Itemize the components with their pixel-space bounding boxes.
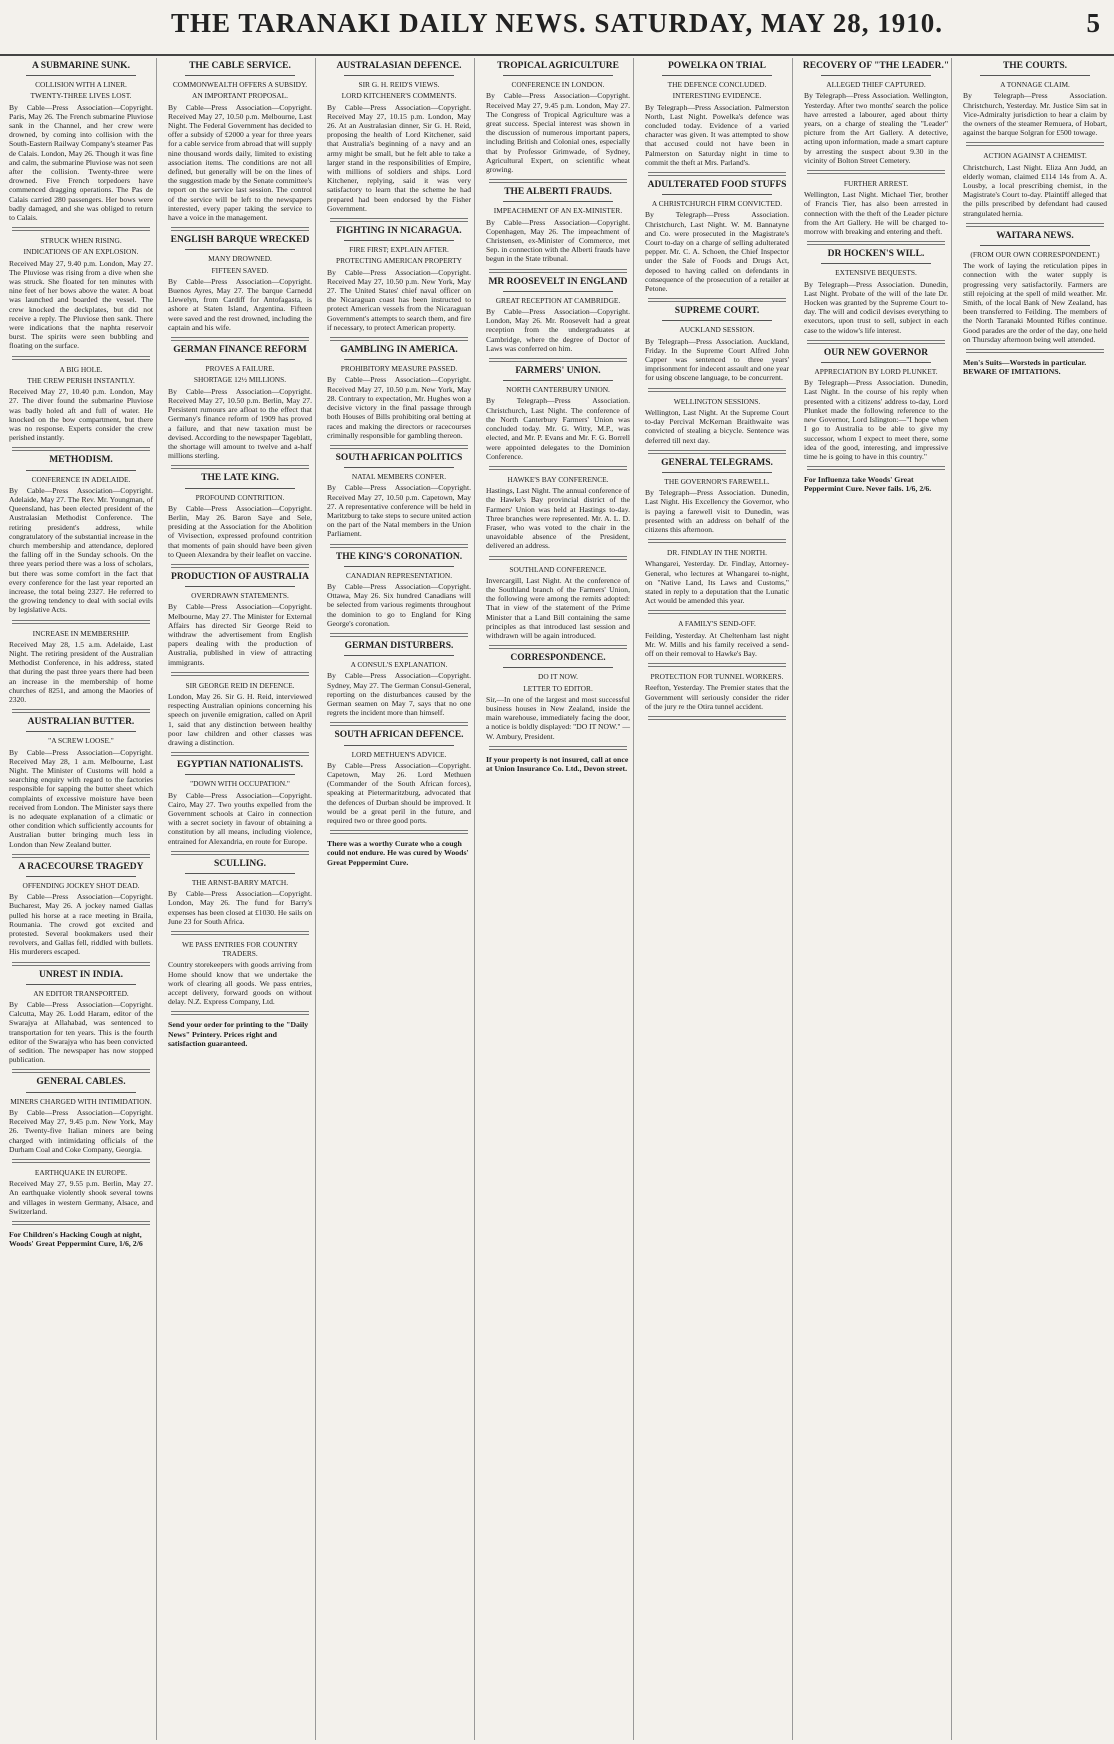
article-headline: GERMAN FINANCE REFORM	[173, 345, 307, 356]
article-divider	[648, 450, 786, 454]
article-subheading: MANY DROWNED.	[208, 254, 272, 264]
article-subheading: LETTER TO EDITOR.	[523, 683, 593, 693]
article-body: Reefton, Yesterday. The Premier states that the Government will seriously consider the rider of the jury re the Otira tunnel accident.	[645, 683, 789, 711]
headline-rule	[26, 75, 136, 76]
article-headline: A SUBMARINE SUNK.	[32, 61, 130, 71]
article-divider	[648, 539, 786, 543]
article-subheading: INDICATIONS OF AN EXPLOSION.	[23, 247, 139, 257]
headline-rule	[26, 731, 136, 732]
advertisement-text: For Children's Hacking Cough at night, Woods' Great Peppermint Cure, 1/6, 2/6	[9, 1229, 143, 1249]
article-subheading: LORD KITCHENER'S COMMENTS.	[341, 91, 457, 101]
column-7	[960, 58, 1110, 1740]
article-body: By Telegraph—Press Association. Wellington, Yesterday. After two months' search the police have arrested a labourer, aged about thirty years, on a charge of stealing the "Leader" picture from the Art Gallery. A detective, acting upon information, made a smart capture by arresting the suspect about 9.30 in the vicinity of Bolton Street Cemetery.	[804, 91, 948, 165]
article-divider	[330, 544, 468, 548]
article-subheading: PROHIBITORY MEASURE PASSED.	[340, 364, 458, 374]
article-divider	[489, 746, 627, 750]
article-headline: SUPREME COURT.	[674, 306, 760, 317]
article-divider	[489, 269, 627, 273]
article-divider	[648, 663, 786, 667]
article-headline: ADULTERATED FOOD STUFFS	[647, 180, 787, 191]
article-body: By Telegraph—Press Association. Dunedin, Last Night. Probate of the will of the late Dr. Hocken was granted by the Supreme Court to-day. The will and codicil devises everything to executors, upon trust to sell, subject in each case to the widow's life interest.	[804, 279, 948, 335]
article-body: London, May 26. Sir G. H. Reid, interviewed respecting Australian opinions concerning his speech on juvenile emigration, called on April 1, said that any distinction between healthy poor law children and other classes was drawing a distinction.	[168, 691, 312, 747]
article-divider	[12, 227, 150, 231]
article-body: By Cable—Press Association—Copyright. Berlin, May 26. Baron Saye and Sele, presiding at the Association for the Abolition of Vivisection, expressed profound contrition that moments of pain should have been given to Queen Alexandra by their leaflet on vaccine.	[168, 503, 312, 559]
article-body: By Cable—Press Association—Copyright. London, May 26. The fund for Barry's expenses has been closed at £1030. He sails on June 23 for South Africa.	[168, 889, 312, 926]
article-headline: A RACECOURSE TRAGEDY	[18, 861, 144, 872]
article-divider	[648, 388, 786, 392]
article-divider	[330, 722, 468, 726]
article-body: Whangarei, Yesterday. Dr. Findlay, Attorney-General, who lectures at Whangarei to-night, on "Native Land, Its Laws and Customs," stated in reply to a deputation that the Lunatic Act would be amended this year.	[645, 559, 789, 606]
article-body: By Cable—Press Association—Copyright. Calcutta, May 26. Lodd Haram, editor of the Swarajya at Allahabad, was sentenced to transportation for ten years. This is the fourth editor of the Swarajya who has been convicted of sedition. The newspaper has now stopped publication.	[9, 1000, 153, 1065]
article-body: By Telegraph—Press Association. Auckland, Friday. In the Supreme Court Alfred John Capper was sentenced to three years' imprisonment for indecent assault and one year for using obscene language, to be concurrent.	[645, 336, 789, 383]
article-subheading: LORD METHUEN'S ADVICE.	[351, 749, 447, 759]
article-body: Received May 27, 10.40 p.m. London, May 27. The diver found the submarine Pluviose was badly holed aft and full of water. He knocked on the bow compartment, but there was no response. Experts consider the crew perished instantly.	[9, 387, 153, 443]
article-divider	[12, 854, 150, 858]
article-divider	[330, 218, 468, 222]
article-divider	[171, 1011, 309, 1015]
article-divider	[489, 556, 627, 560]
article-body: By Telegraph—Press Association. Christchurch, Last Night. The conference of the North Canterbury Farmers' Union was concluded today. Mr. G. Witty, M.P., was elected, and Mr. P. Evans and Mr. F. G. Borrell were appointed delegates to the Dominion Conference.	[486, 396, 630, 461]
article-subheading: "A SCREW LOOSE."	[48, 736, 114, 746]
article-subheading: OFFENDING JOCKEY SHOT DEAD.	[22, 881, 140, 891]
article-subheading: A TONNAGE CLAIM.	[1000, 80, 1070, 90]
article-subheading: PROFOUND CONTRITION.	[195, 492, 285, 502]
article-headline: THE KING'S CORONATION.	[335, 551, 463, 562]
article-body: By Cable—Press Association—Copyright. Bucharest, May 26. A jockey named Gallas pulled his horse at a race meeting in Braila, Roumania. The crowd got excited and protested. Several bookmakers used their revolvers, and Gallas fell, riddled with bullets. His murderers escaped.	[9, 892, 153, 957]
article-subheading: (FROM OUR OWN CORRESPONDENT.)	[970, 250, 1100, 260]
headline-rule	[821, 263, 931, 264]
article-divider	[807, 466, 945, 470]
headline-rule	[185, 774, 295, 775]
headline-rule	[26, 1092, 136, 1093]
article-headline: MR ROOSEVELT IN ENGLAND	[488, 276, 628, 287]
article-headline: ENGLISH BARQUE WRECKED	[170, 235, 310, 246]
article-subheading: INTERESTING EVIDENCE.	[672, 91, 762, 101]
article-headline: AUSTRALIAN BUTTER.	[27, 717, 135, 728]
article-subheading: A CHRISTCHURCH FIRM CONVICTED.	[651, 199, 783, 209]
headline-rule	[185, 586, 295, 587]
article-subheading: FIRE FIRST; EXPLAIN AFTER.	[349, 245, 449, 255]
article-body: By Cable—Press Association—Copyright. Melbourne, May 27. The Minister for External Affairs has directed Sir George Reid to withdraw the advertisement from English papers dealing with the production of Australia, published in view of attracting immigrants.	[168, 602, 312, 667]
advertisement-text: Men's Suits—Worsteds in particular. BEWARE OF IMITATIONS.	[963, 358, 1087, 377]
article-subheading: OVERDRAWN STATEMENTS.	[191, 591, 289, 601]
article-headline: THE ALBERTI FRAUDS.	[504, 187, 612, 198]
article-divider	[12, 447, 150, 451]
page-number: 5	[1086, 8, 1100, 38]
headline-rule	[821, 362, 931, 363]
article-subheading: PROVES A FAILURE.	[205, 364, 275, 374]
article-headline: EGYPTIAN NATIONALISTS.	[177, 760, 303, 771]
article-subheading: NATAL MEMBERS CONFER.	[351, 472, 447, 482]
article-divider	[171, 931, 309, 935]
headline-rule	[185, 75, 295, 76]
article-headline: THE LATE KING.	[201, 473, 279, 484]
article-body: By Cable—Press Association—Copyright. Buenos Ayres, May 27. The barque Carnedd Llewelyn, from Cardiff for Antofagasta, is ashore at Staten Island, Argentina. Fifteen were saved and the rest drowned, including the captain and his wife.	[168, 276, 312, 332]
headline-rule	[662, 472, 772, 473]
article-subheading: ALLEGED THIEF CAPTURED.	[826, 80, 926, 90]
masthead-title: THE TARANAKI DAILY NEWS. SATURDAY, MAY 28, 1910.	[171, 8, 943, 38]
article-subheading: EXTENSIVE BEQUESTS.	[835, 268, 917, 278]
article-subheading: CONFERENCE IN LONDON.	[511, 80, 605, 90]
headline-rule	[344, 566, 454, 567]
article-subheading: WE PASS ENTRIES FOR COUNTRY TRADERS.	[182, 940, 298, 959]
article-body: By Cable—Press Association—Copyright. Received May 28, 1 a.m. Melbourne, Last Night. The Minister of Customs will hold a searching enquiry with regard to the factories responsible for sapping the butter sheet which complaints of excessive moisture have been received from London. The Minister says there is no adequate explanation of a climatic or other condition which sufficiently accounts for Australian butter bringing much less in London than New Zealand butter.	[9, 747, 153, 849]
headline-rule	[503, 291, 613, 292]
article-headline: SCULLING.	[214, 858, 266, 869]
headline-rule	[503, 75, 613, 76]
article-subheading: A FAMILY'S SEND-OFF.	[678, 619, 756, 629]
article-body: By Telegraph—Press Association. Dunedin, Last Night. In the course of his reply when presented with a citizens' address to-day, Lord Plunket made the following reference to the new Governor, Lord Islington:—"I hope when I go to Australia to be able to give my successor, whom I expect to meet there, some idea of the good, interesting, and impressive time he is going to have in this country."	[804, 378, 948, 461]
headline-rule	[821, 75, 931, 76]
article-divider	[171, 337, 309, 341]
article-divider	[12, 962, 150, 966]
article-divider	[807, 170, 945, 174]
article-subheading: TWENTY-THREE LIVES LOST.	[30, 91, 132, 101]
article-divider	[12, 709, 150, 713]
article-divider	[171, 672, 309, 676]
article-body: By Cable—Press Association—Copyright. Capetown, May 26. Lord Methuen (Commander of the South African forces), speaking at Pietermaritzburg, advocated that the defences of Durban should be improved. It would be a great peril in the future, and required two or three good ports.	[327, 760, 471, 825]
article-divider	[489, 645, 627, 649]
headline-rule	[26, 470, 136, 471]
article-subheading: FURTHER ARREST.	[843, 179, 909, 189]
article-headline: METHODISM.	[49, 455, 113, 466]
article-divider	[966, 223, 1104, 227]
article-subheading: FIFTEEN SAVED.	[211, 265, 269, 275]
article-body: By Cable—Press Association—Copyright. Adelaide, May 27. The Rev. Mr. Youngman, of Queensland, has been elected president of the Australasian Methodist Conference. The retiring president's address, while congratulatory of the substantial increase in the church membership and attendance, deplored the falling off in the Sunday schools. On the three years period there was a loss of scholars, but there was some comfort in the fact that every conference for the last year reported an increase, the total being 2327. He referred to the growing tendency to deal with social evils by legislative Acts.	[9, 485, 153, 615]
article-subheading: THE ARNST-BARRY MATCH.	[191, 878, 289, 888]
article-body: By Cable—Press Association—Copyright. Received May 27, 9.45 p.m. London, May 27. The Congress of Tropical Agriculture was a great success. Special interest was shown in the discussion of numerous important papers, including British and Colonial ones, especially that by Professor Grimwade, of Sydney, Agricultural Expert, on scientific wheat growing.	[486, 91, 630, 175]
article-body: By Telegraph—Press Association. Dunedin, Last Night. His Excellency the Governor, who is paying a farewell visit to Dunedin, was presented with an address on behalf of the citizens this afternoon.	[645, 488, 789, 534]
column-6	[801, 58, 952, 1740]
column-3	[324, 58, 475, 1740]
article-subheading: IMPEACHMENT OF AN EX-MINISTER.	[493, 206, 623, 216]
article-subheading: GREAT RECEPTION AT CAMBRIDGE.	[495, 295, 621, 305]
article-divider	[12, 1159, 150, 1163]
article-divider	[489, 179, 627, 183]
article-subheading: SHORTAGE 12½ MILLIONS.	[193, 375, 287, 385]
article-divider	[171, 752, 309, 756]
headline-rule	[344, 240, 454, 241]
article-divider	[807, 340, 945, 344]
article-headline: CORRESPONDENCE.	[510, 653, 606, 664]
article-subheading: SOUTHLAND CONFERENCE.	[509, 564, 607, 574]
article-divider	[330, 445, 468, 449]
article-subheading: CONFERENCE IN ADELAIDE.	[31, 474, 131, 484]
article-divider	[966, 142, 1104, 146]
article-body: By Cable—Press Association—Copyright. Received May 27, 10.50 p.m. Capetown, May 27. A representative conference will be held in Maritzburg to take steps to secure united action on the part of the Natal members in the Union Parliament.	[327, 483, 471, 539]
article-subheading: NORTH CANTERBURY UNION.	[506, 385, 610, 395]
advertisement-text: There was a worthy Curate who a cough could not endure. He was cured by Woods' Great Peppermint Cure.	[327, 839, 469, 867]
article-subheading: AN IMPORTANT PROPOSAL.	[192, 91, 288, 101]
advertisement-text: Send your order for printing to the "Daily News" Printery. Prices right and satisfaction guaranteed.	[168, 1020, 309, 1048]
headline-rule	[185, 873, 295, 874]
article-subheading: THE CREW PERISH INSTANTLY.	[27, 375, 135, 385]
article-divider	[171, 564, 309, 568]
article-subheading: PROTECTION FOR TUNNEL WORKERS.	[650, 672, 784, 682]
article-divider	[489, 358, 627, 362]
headline-rule	[980, 75, 1090, 76]
article-headline: AUSTRALASIAN DEFENCE.	[336, 61, 462, 71]
article-subheading: "DOWN WITH OCCUPATION."	[190, 779, 290, 789]
advertisement-text: For Influenza take Woods' Great Peppermint Cure. Never fails. 1/6, 2/6.	[804, 475, 932, 494]
article-body: By Cable—Press Association—Copyright. London, May 26. Mr. Roosevelt had a great reception from the undergraduates at Cambridge, where the degree of Doctor of Laws was conferred on him.	[486, 307, 630, 353]
column-5	[642, 58, 793, 1740]
article-headline: THE CABLE SERVICE.	[189, 61, 291, 71]
headline-rule	[185, 249, 295, 250]
headline-rule	[503, 380, 613, 381]
article-body: By Telegraph—Press Association. Christchurch, Last Night. W. M. Bannatyne and Co. were prosecuted in the Magistrate's Court to-day on a charge of selling adulterated pepper. Mr. C. A. Schoen, the Chief Inspector under the Sale of Foods and Drugs Act, deposed to having called on defendants in consequence of the prosecution of a retailer at Petone.	[645, 210, 789, 294]
article-subheading: SIR GEORGE REID IN DEFENCE.	[185, 680, 295, 690]
article-body: Received May 28, 1.5 a.m. Adelaide, Last Night. The retiring president of the Australian Methodist Conference, in his address, stated that during the past three years there had been an increase in the membership of home churches of 8251, and among the Maories of 2320.	[9, 639, 153, 704]
advertisement-text: If your property is not insured, call at once at Union Insurance Co. Ltd., Devon street.	[486, 754, 629, 773]
article-divider	[12, 620, 150, 624]
article-subheading: PROTECTING AMERICAN PROPERTY	[335, 256, 463, 266]
article-subheading: THE DEFENCE CONCLUDED.	[667, 80, 767, 90]
article-headline: SOUTH AFRICAN POLITICS	[335, 452, 463, 463]
article-divider	[171, 851, 309, 855]
headline-rule	[26, 984, 136, 985]
headline-rule	[662, 75, 772, 76]
article-subheading: WELLINGTON SESSIONS.	[673, 396, 761, 406]
headline-rule	[980, 245, 1090, 246]
article-divider	[330, 633, 468, 637]
article-body: By Telegraph—Press Association. Palmerston North, Last Night. Powelka's defence was concluded today. Evidence of a varied character was given. It was attempted to show that accused could not have been in Palmerston on Saturday night in time to commit the theft at Mrs. Parland's.	[645, 102, 789, 167]
article-body: By Cable—Press Association—Copyright. Sydney, May 27. The German Consul-General, reporting on the disturbances caused by the German seamen on May 7, says that no one regrets the incident more than himself.	[327, 671, 471, 718]
article-subheading: THE GOVERNOR'S FAREWELL.	[664, 476, 770, 486]
article-subheading: SIR G. H. REID'S VIEWS.	[358, 80, 440, 90]
article-body: By Cable—Press Association—Copyright. Received May 27, 10.50 p.m. Berlin, May 27. Persistent rumours are afloat to the effect that Germany's finance reform of 1909 has proved a failure, and that new taxation must be devised. According to the newspaper Tageblatt, the shortage will amount to twelve and a-half millions sterling.	[168, 386, 312, 461]
article-subheading: STRUCK WHEN RISING.	[40, 236, 122, 246]
article-divider	[171, 465, 309, 469]
article-body: By Cable—Press Association—Copyright. Received May 27, 10.50 p.m. New York, May 28. Contrary to expectation, Mr. Hughes won a decisive victory in the final passage through both Houses of Bills prohibiting oral betting at races and making the directors or racecourses criminally responsible for gambling thereon.	[327, 375, 471, 440]
headline-rule	[344, 75, 454, 76]
article-divider	[648, 610, 786, 614]
article-headline: POWELKA ON TRIAL	[667, 61, 766, 71]
article-headline: UNREST IN INDIA.	[38, 969, 124, 980]
article-divider	[12, 1069, 150, 1073]
article-headline: GERMAN DISTURBERS.	[344, 640, 454, 651]
article-body: By Cable—Press Association—Copyright. Ottawa, May 26. Six hundred Canadians will be selected from various regiments throughout the dominion to go to England for King George's coronation.	[327, 581, 471, 628]
article-headline: SOUTH AFRICAN DEFENCE.	[334, 730, 464, 741]
article-headline: FIGHTING IN NICARAGUA.	[336, 226, 462, 237]
headline-rule	[26, 876, 136, 877]
article-body: By Cable—Press Association—Copyright. Copenhagen, May 26. The impeachment of Christensen, ex-Minister of Commerce, met Sep. in connection with the Alberti frauds have begun in the State tribunal.	[486, 217, 630, 264]
article-headline: GENERAL CABLES.	[36, 1077, 126, 1088]
column-4	[483, 58, 634, 1740]
article-subheading: MINERS CHARGED WITH INTIMIDATION.	[10, 1096, 152, 1106]
article-headline: WAITARA NEWS.	[996, 230, 1074, 241]
column-1	[6, 58, 157, 1740]
article-subheading: DR. FINDLAY IN THE NORTH.	[667, 548, 767, 558]
article-headline: RECOVERY OF "THE LEADER."	[802, 61, 950, 71]
article-body: Invercargill, Last Night. At the conference of the Southland branch of the Farmers' Union, the following were among the remits adopted: That in view of the statement of the Prime Minister that a Land Bill containing the same principles as that introduced last session and withdrawn will be again introduced.	[486, 575, 630, 640]
article-subheading: AN EDITOR TRANSPORTED.	[33, 988, 129, 998]
article-subheading: DO IT NOW.	[537, 672, 579, 682]
article-headline: FARMERS' UNION.	[515, 366, 601, 377]
article-body: By Cable—Press Association—Copyright. Paris, May 26. The French submarine Pluviose sank in the Channel, and her crew were drowned, by coming into collision with the South-Eastern Railway Company's steamer Pas de Calais. London, May 26. Though it was fine and calm, the submarine Pluviose was not seen after the collision. Twenty-three were drowned. Five French torpedoers have commenced dragging operations. The Pas de Calais carried 280 passengers. Her bows were badly damaged, and she was obliged to return to Calais.	[9, 102, 153, 223]
headline-rule	[344, 655, 454, 656]
article-body: Wellington, Last Night. Michael Tier, brother of Francis Tier, has also been arrested in connection with the theft of the Leader picture from the Art Gallery. He will be charged to-morrow with breaking and entering and theft.	[804, 190, 948, 237]
article-headline: OUR NEW GOVERNOR	[823, 347, 929, 358]
headline-rule	[503, 201, 613, 202]
headline-rule	[662, 194, 772, 195]
article-headline: TROPICAL AGRICULTURE	[497, 61, 619, 71]
article-body: By Telegraph—Press Association. Christchurch, Yesterday. Mr. Justice Sim sat in Vice-Admiralty jurisdiction to hear a claim by the owners of the steamer Remuera, of Hobart, against the barque Solgran for £500 towage.	[963, 91, 1107, 138]
article-body: By Cable—Press Association—Copyright. Cairo, May 27. Two youths expelled from the Government schools at Cairo in connection with a secret society in favour of obtaining a constitution by all means, including violence, entrained for Alexandria, en route for Europe.	[168, 790, 312, 846]
article-body: By Cable—Press Association—Copyright. Received May 27, 10.50 p.m. New York, May 27. The United States' chief naval officer on the Nicaraguan coast has been instructed to protect American vessels from the Nicaraguan Government's attempts to search them, and fire if necessary, to protect American property.	[327, 267, 471, 332]
article-subheading: ACTION AGAINST A CHEMIST.	[983, 151, 1087, 161]
article-divider	[966, 349, 1104, 353]
article-headline: GAMBLING IN AMERICA.	[340, 345, 458, 356]
article-headline: GENERAL TELEGRAMS.	[661, 457, 773, 468]
headline-rule	[344, 745, 454, 746]
headline-rule	[344, 359, 454, 360]
article-body: Country storekeepers with goods arriving from Home should know that we undertake the work of clearing all goods. We pass entries, accept delivery, forward goods on without delay. N.Z. Express Company, Ltd.	[168, 960, 312, 1007]
article-divider	[807, 241, 945, 245]
article-headline: PRODUCTION OF AUSTRALIA	[171, 571, 309, 582]
article-body: Received May 27, 9.40 p.m. London, May 27. The Pluviose was rising from a dive when she was struck. She floated for ten minutes with nine feet of her bows above the water. A boat was launched and boarded the vessel. The crew knocked the deckplates, but did not receive a reply. The Pluviose then sank. There were indications that the naphta reservoir burst. The spirits were seen bubbling and floating on the surface.	[9, 258, 153, 351]
headline-rule	[662, 320, 772, 321]
article-headline: THE COURTS.	[1002, 61, 1068, 71]
article-headline: DR HOCKEN'S WILL.	[827, 249, 925, 260]
article-body: Wellington, Last Night. At the Supreme Court to-day Percival McKernan Braithwaite was convicted of stealing a bicycle. Sentence was deferred till next day.	[645, 407, 789, 445]
article-divider	[12, 1221, 150, 1225]
article-body: By Cable—Press Association—Copyright. Received May 27, 10.50 p.m. Melbourne, Last Night. The Federal Government has decided to offer a subsidy of £2000 a year for three years for a cable service from abroad that will supply nine thousand words daily, limited to existing association items. The conditions are not all defined, but generally will be on the lines of the suggestion made by the Senate committee's report on the service last session. The control of the service will be left to the newspapers interested, every paper taking the service to have a voice in the management.	[168, 102, 312, 223]
article-subheading: CANADIAN REPRESENTATION.	[345, 570, 453, 580]
headline-rule	[503, 667, 613, 668]
headline-rule	[344, 467, 454, 468]
article-body: By Cable—Press Association—Copyright. Received May 27, 10.15 p.m. London, May 26. At an Australasian dinner, Sir G. H. Reid, proposing the health of Lord Kitchener, said that Australia's beginning of a navy and an army might be small, but he felt able to take a larger stand in the responsibilities of Empire, with millions of soldiers and ships. Lord Kitchener, replying, said it was very satisfactory to learn that the scheme he had prepared had been endorsed by the Fisher Government.	[327, 102, 471, 213]
article-divider	[648, 172, 786, 176]
article-divider	[330, 830, 468, 834]
headline-rule	[185, 488, 295, 489]
column-2	[165, 58, 316, 1740]
headline-rule	[185, 359, 295, 360]
article-subheading: APPRECIATION BY LORD PLUNKET.	[814, 367, 938, 377]
article-subheading: HAWKE'S BAY CONFERENCE.	[507, 474, 609, 484]
article-subheading: A BIG HOLE.	[59, 364, 103, 374]
article-divider	[12, 356, 150, 360]
article-subheading: COLLISION WITH A LINER.	[35, 80, 127, 90]
article-divider	[171, 227, 309, 231]
article-subheading: AUCKLAND SESSION.	[679, 325, 755, 335]
article-subheading: COMMONWEALTH OFFERS A SUBSIDY.	[172, 80, 308, 90]
article-divider	[330, 337, 468, 341]
masthead	[0, 0, 1114, 56]
article-body: Hastings, Last Night. The annual conference of the Hawke's Bay provincial district of the Farmers' Union was held at Hastings to-day. Three branches were represented. Mr. A. L. D. Fraser, who was voted to the chair in the unavoidable absence of the President, delivered an address.	[486, 486, 630, 551]
article-body: Christchurch, Last Night. Eliza Ann Judd, an elderly woman, claimed £114 14s from A. A. Lousby, a local prescribing chemist, in the Magistrate's Court to-day. Plaintiff alleged that the pills prescribed by defendant had caused strangulated hernia.	[963, 162, 1107, 218]
article-body: Received May 27, 9.55 p.m. Berlin, May 27. An earthquake violently shook several towns and villages in western Germany, Alsace, and Switzerland.	[9, 1179, 153, 1216]
article-subheading: INCREASE IN MEMBERSHIP.	[32, 628, 130, 638]
article-body: The work of laying the reticulation pipes in connection with the water supply is progressing very satisfactorily. Farmers are still rejoicing at the spell of mild weather. Mr. Smith, of the local Bank of New Zealand, has been transferred to Feilding. The members of the North Taranaki Mounted Rifles continue. Good parades are the order of the day, one held on Thursday afternoon being well attended.	[963, 261, 1107, 344]
article-subheading: EARTHQUAKE IN EUROPE.	[34, 1167, 128, 1177]
article-divider	[489, 466, 627, 470]
article-divider	[648, 716, 786, 720]
article-subheading: A CONSUL'S EXPLANATION.	[350, 660, 448, 670]
article-body: By Cable—Press Association—Copyright. Received May 27, 9.45 p.m. New York, May 26. Twenty-five Italian miners are being charged with intimidating officials of the Durham Coal and Coke Company, Georgia.	[9, 1107, 153, 1154]
article-body: Feilding, Yesterday. At Cheltenham last night Mr. W. Mills and his family received a send-off on their removal to Hawke's Bay.	[645, 630, 789, 658]
article-divider	[648, 298, 786, 302]
article-body: Sir,—In one of the largest and most successful business houses in New Zealand, inside the main warehouse, immediately facing the door, a notice is boldly displayed: "DO IT NOW." — W. Ambury, President.	[486, 694, 630, 741]
